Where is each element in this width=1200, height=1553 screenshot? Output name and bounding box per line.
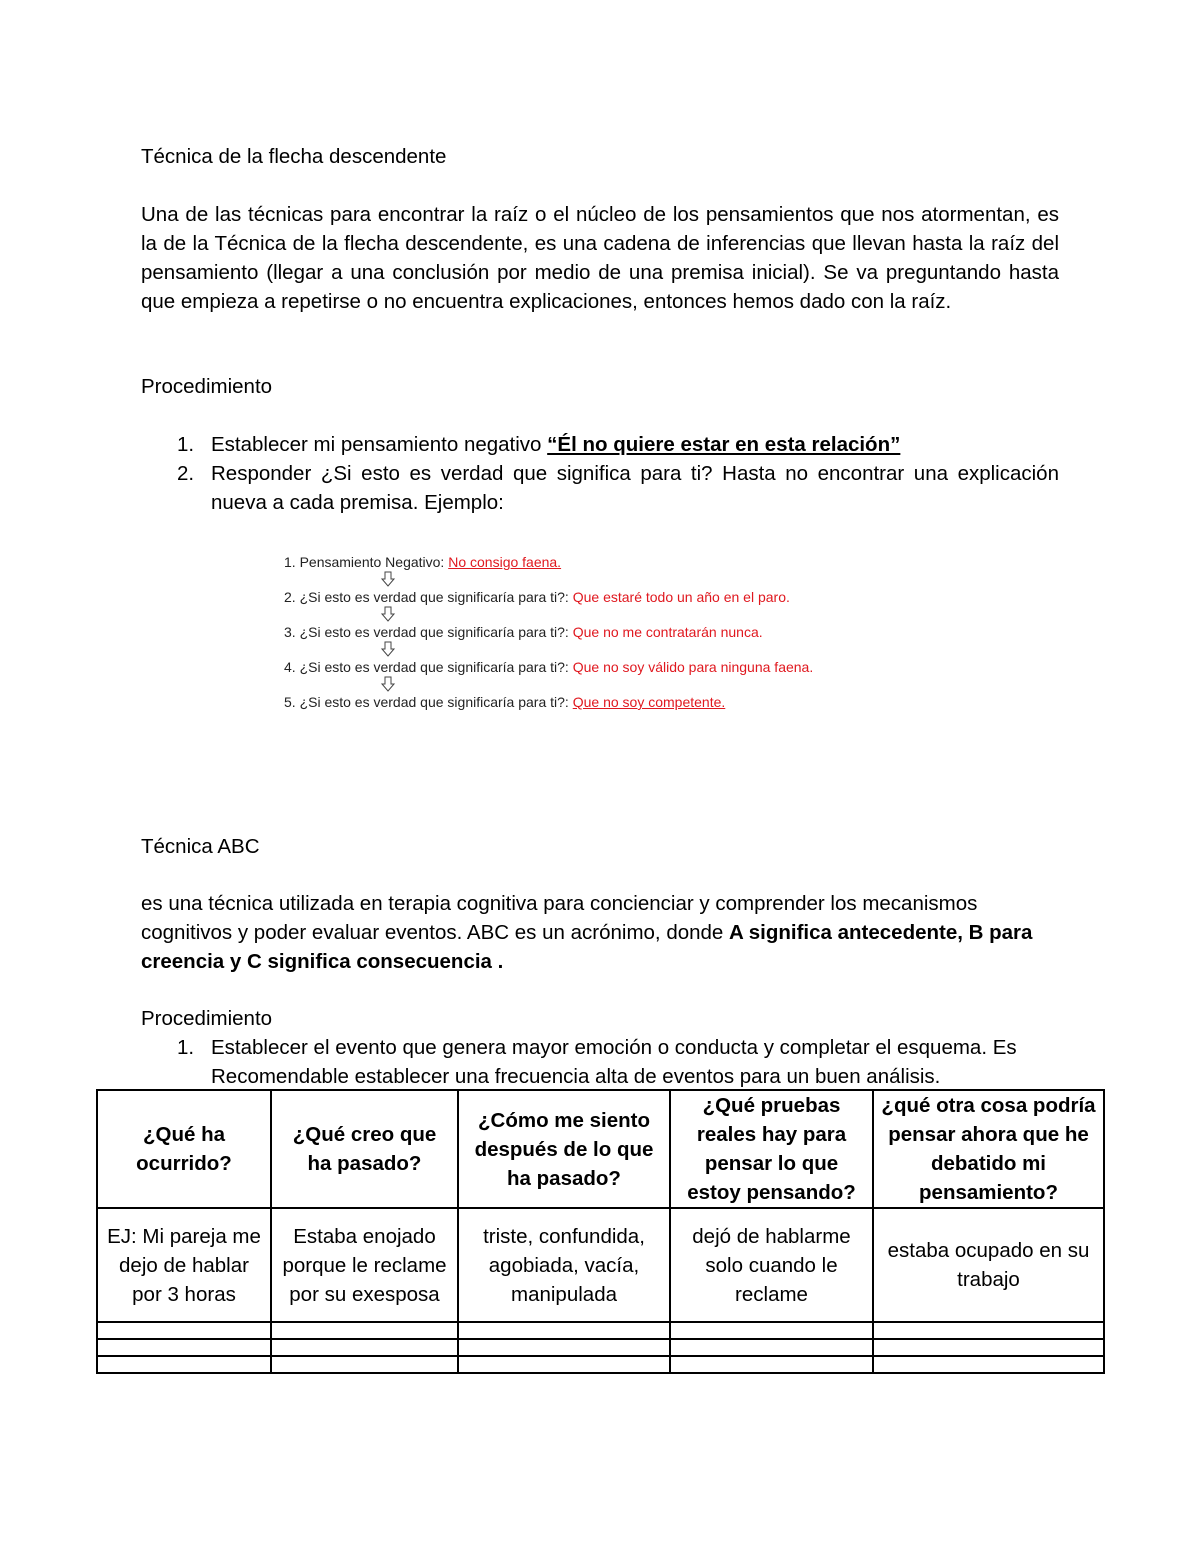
table-cell[interactable]: dejó de hablarme solo cuando le reclame: [670, 1208, 873, 1322]
example-line: 2. ¿Si esto es verdad que significaría para ti?: Que estaré todo un año en el paro.: [284, 589, 790, 605]
table-cell[interactable]: EJ: Mi pareja me dejo de hablar por 3 horas: [97, 1208, 271, 1322]
table-cell[interactable]: [873, 1322, 1104, 1339]
table-row-empty: [97, 1356, 1104, 1373]
column-header: ¿Cómo me siento después de lo que ha pasado?: [458, 1090, 670, 1208]
table-cell[interactable]: [271, 1322, 458, 1339]
step-text: Responder ¿Si esto es verdad que significa para ti? Hasta no encontrar una explicación nueva a cada premisa. Ejemplo:: [211, 462, 1059, 514]
example-arrow-chain: [284, 548, 924, 723]
table-cell[interactable]: Estaba enojado porque le reclame por su exesposa: [271, 1208, 458, 1322]
procedure-heading-2: Procedimiento: [141, 1007, 273, 1030]
step-text: Establecer mi pensamiento negativo: [211, 433, 548, 456]
column-header: ¿Qué ha ocurrido?: [97, 1090, 271, 1208]
column-header: ¿Qué creo que ha pasado?: [271, 1090, 458, 1208]
table-cell[interactable]: [458, 1339, 670, 1356]
procedure-list-2: [141, 1033, 1059, 1091]
step-text: Establecer el evento que genera mayor emoción o conducta y completar el esquema. Es Recomendable establecer una frecuencia alta de eventos para un buen análisis.: [211, 1036, 1017, 1088]
table-cell[interactable]: [97, 1356, 271, 1373]
table-cell[interactable]: [271, 1339, 458, 1356]
table-cell[interactable]: [670, 1322, 873, 1339]
step-number: 2.: [177, 462, 195, 485]
section-title-abc: Técnica ABC: [141, 835, 260, 858]
section-title-flecha: Técnica de la flecha descendente: [141, 145, 447, 168]
down-arrow-icon: [380, 606, 396, 622]
section-intro-flecha: Una de las técnicas para encontrar la raíz o el núcleo de los pensamientos que nos atormentan, es la de la Técnica de la flecha descendente, es una cadena de inferencias que llevan hasta la raíz del pensamiento (llegar a una conclusión por medio de una premisa inicial). Se va preguntando hasta que empieza a repetirse o no encuentra explicaciones, entonces hemos dado con la raíz.: [141, 203, 1059, 313]
procedure-step-2: [141, 459, 1059, 517]
table-row: [97, 1208, 1104, 1322]
down-arrow-icon: [380, 641, 396, 657]
example-line: 4. ¿Si esto es verdad que significaría para ti?: Que no soy válido para ninguna faena.: [284, 659, 814, 675]
table-cell[interactable]: [670, 1339, 873, 1356]
procedure-step-1: [141, 1033, 1059, 1091]
table-cell[interactable]: [873, 1356, 1104, 1373]
table-cell[interactable]: [271, 1356, 458, 1373]
column-header: ¿Qué pruebas reales hay para pensar lo que estoy pensando?: [670, 1090, 873, 1208]
example-line: 3. ¿Si esto es verdad que significaría para ti?: Que no me contratarán nunca.: [284, 624, 763, 640]
negative-thought-emphasis: “Él no quiere estar en esta relación”: [547, 433, 901, 456]
section-intro-abc: es una técnica utilizada en terapia cognitiva para concienciar y comprender los mecanismos cognitivos y poder evaluar eventos. ABC es un acrónimo, donde A significa antecedente, B para creencia y C significa consecuencia .: [141, 892, 1033, 973]
table-cell[interactable]: [873, 1339, 1104, 1356]
procedure-list-1: [141, 430, 1059, 517]
procedure-heading-1: Procedimiento: [141, 375, 273, 398]
table-row-empty: [97, 1339, 1104, 1356]
abc-table: [96, 1089, 1105, 1374]
column-header: ¿qué otra cosa podría pensar ahora que he debatido mi pensamiento?: [873, 1090, 1104, 1208]
abc-definition: A significa antecedente, B para creencia y C significa consecuencia: [141, 921, 1033, 973]
example-line: 5. ¿Si esto es verdad que significaría para ti?: Que no soy competente.: [284, 694, 726, 710]
down-arrow-icon: [380, 676, 396, 692]
procedure-step-1: [141, 430, 1059, 459]
down-arrow-icon: [380, 571, 396, 587]
table-header-row: [97, 1090, 1104, 1208]
table-cell[interactable]: [97, 1322, 271, 1339]
step-number: 1.: [177, 1036, 195, 1059]
table-cell[interactable]: triste, confundida, agobiada, vacía, manipulada: [458, 1208, 670, 1322]
table-cell[interactable]: [97, 1339, 271, 1356]
table-row-empty: [97, 1322, 1104, 1339]
example-line: 1. Pensamiento Negativo: No consigo faena.: [284, 554, 562, 570]
table-cell[interactable]: estaba ocupado en su trabajo: [873, 1208, 1104, 1322]
step-number: 1.: [177, 433, 195, 456]
table-cell[interactable]: [458, 1356, 670, 1373]
table-cell[interactable]: [670, 1356, 873, 1373]
table-cell[interactable]: [458, 1322, 670, 1339]
